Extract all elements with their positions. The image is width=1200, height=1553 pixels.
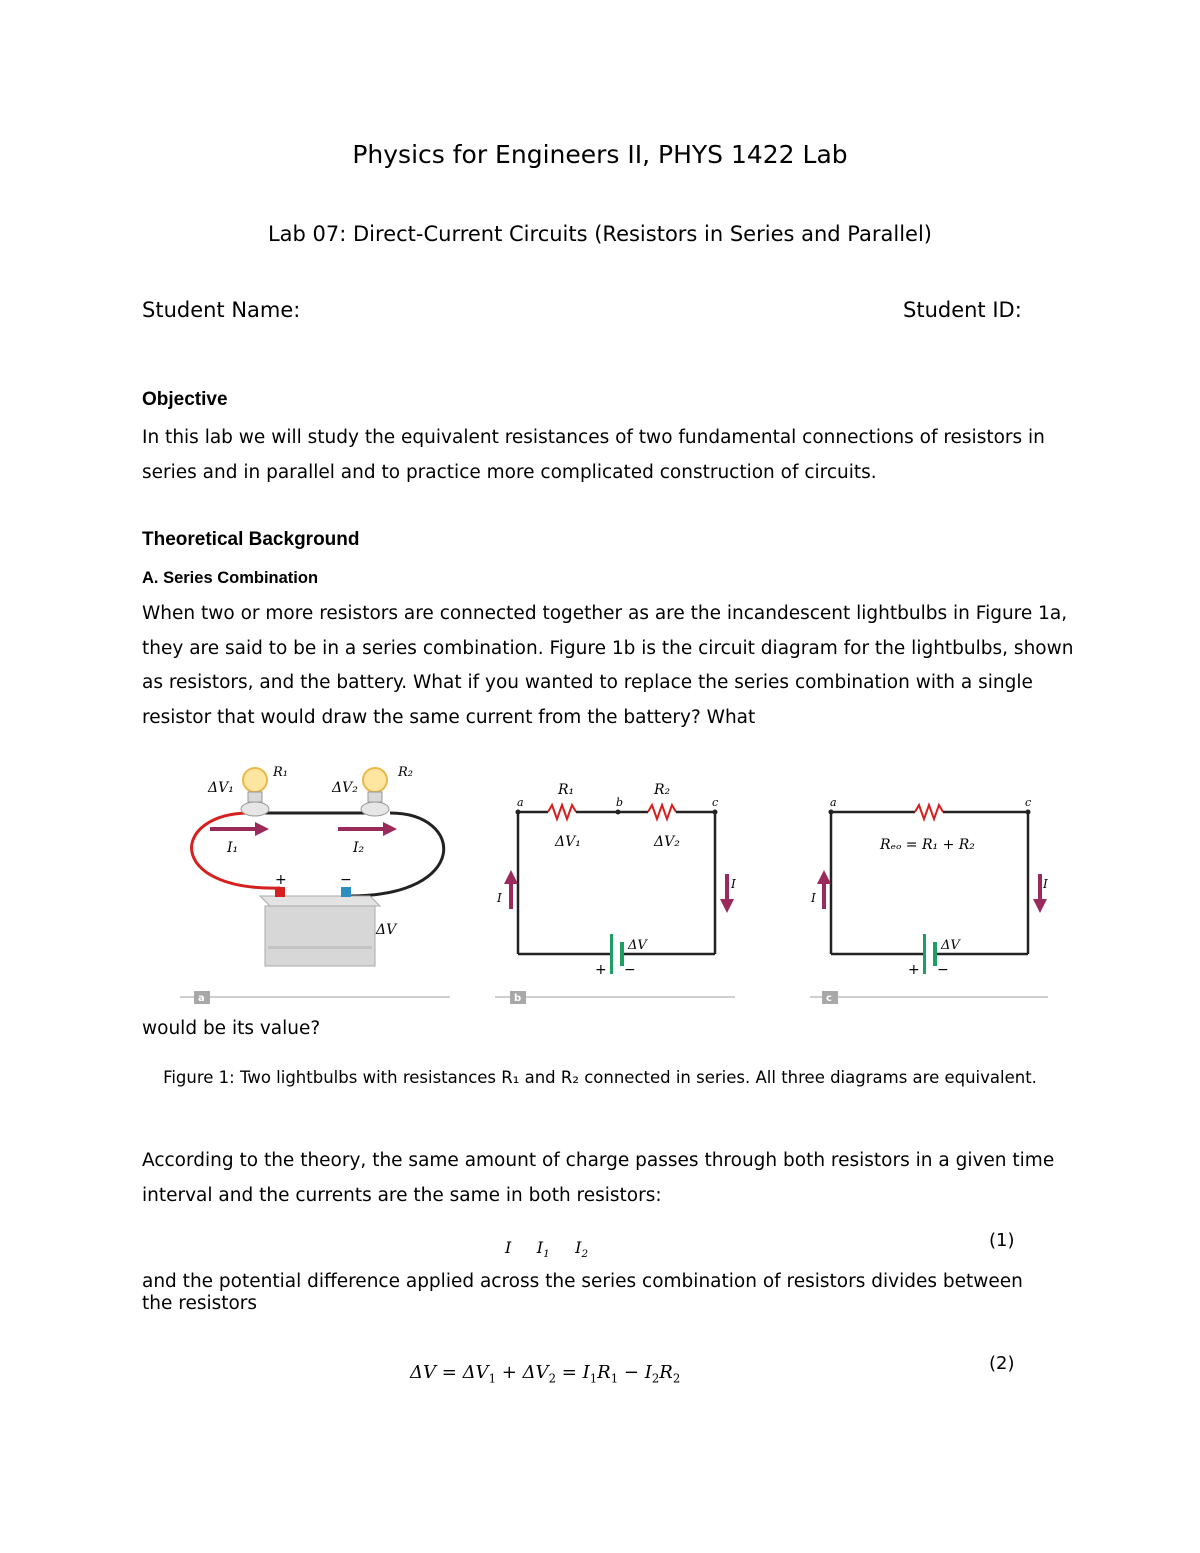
figure-caption: Figure 1: Two lightbulbs with resistances R₁ and R₂ connected in series. All three diagrams are equivalent.: [163, 1068, 1037, 1087]
node-c-b: c: [712, 796, 719, 809]
panel-a-tag-label: a: [198, 993, 205, 1004]
eq1-i1: I: [536, 1238, 544, 1257]
label-dv1: ΔV₁: [208, 780, 234, 796]
battery-long-plate: [610, 934, 613, 974]
panel-c-tag-label: c: [826, 993, 832, 1004]
panel-b-tag-label: b: [514, 993, 522, 1004]
label-dv2-b: ΔV₂: [654, 834, 680, 850]
theory-text: According to the theory, the same amount of charge passes through both resistors in a given time interval and the currents are the same in both resistors:: [142, 1150, 1055, 1206]
node-a-c: a: [830, 796, 837, 809]
eq2-r1: R: [597, 1362, 611, 1383]
current-arrow-up-c: [817, 870, 831, 909]
current-arrow-1: [210, 822, 269, 836]
eq2-r2-sub: 2: [672, 1371, 681, 1386]
eq2-i2-sub: 2: [651, 1371, 660, 1386]
panel-c: [810, 796, 1048, 1004]
label-i-right-b: I: [731, 877, 736, 891]
eq2-equals: =: [441, 1362, 457, 1383]
equation-1: [505, 1238, 588, 1260]
eq2-i2: I: [644, 1362, 652, 1383]
equation-intro-text: and the potential difference applied across the series combination of resistors divides between the resistors: [142, 1271, 1023, 1314]
node-b-b: b: [616, 796, 624, 809]
battery: [260, 887, 380, 966]
resistor-r2: [648, 805, 676, 819]
eq2-equals-2: =: [561, 1362, 577, 1383]
label-dv2: ΔV₂: [332, 780, 358, 796]
resistor-req: [915, 805, 943, 819]
label-plus-c: +: [908, 962, 920, 978]
label-i-left-b: I: [497, 891, 502, 905]
equation-1-number: (1): [989, 1230, 1015, 1251]
node-a-b: a: [517, 796, 524, 809]
current-arrow-up: [504, 870, 518, 909]
series-text-continued: would be its value?: [142, 1018, 321, 1039]
eq2-r2: R: [659, 1362, 673, 1383]
eq2-dv2-sub: 2: [548, 1371, 556, 1386]
eq1-i2-sub: 2: [581, 1248, 589, 1261]
series-combination-heading: A. Series Combination: [142, 569, 319, 587]
equation-2-number: (2): [989, 1353, 1015, 1374]
label-minus-c: −: [937, 962, 949, 978]
lab-title: Lab 07: Direct-Current Circuits (Resistors in Series and Parallel): [267, 222, 933, 246]
label-i2: I₂: [353, 840, 365, 856]
label-dv-b: ΔV: [628, 938, 647, 953]
bulb-1: [241, 768, 269, 816]
bulb-2: [361, 768, 389, 816]
eq2-minus: −: [623, 1362, 639, 1383]
label-plus-b: +: [595, 962, 607, 978]
resistor-r1: [548, 805, 576, 819]
series-text: When two or more resistors are connected together as are the incandescent lightbulbs in Figure 1a, they are said to be in a series combination. Figure 1b is the circuit diagram for the lightbulbs, shown as resistors, and the battery. What if you wanted to replace the series combination with a single resistor that would draw the same current from the battery? What: [142, 603, 1074, 728]
course-title: Physics for Engineers II, PHYS 1422 Lab: [352, 140, 848, 169]
label-r1: R₁: [273, 765, 288, 780]
label-dv: ΔV: [376, 922, 397, 938]
label-dv-c: ΔV: [941, 938, 960, 953]
objective-heading: Objective: [142, 389, 228, 410]
panel-c-rule: [810, 996, 1048, 998]
eq2-dv: ΔV: [410, 1362, 436, 1383]
eq1-i: I: [505, 1238, 512, 1257]
label-dv1-b: ΔV₁: [555, 834, 581, 850]
panel-b: [495, 782, 736, 1004]
equation-2: [410, 1362, 680, 1386]
label-minus: −: [340, 872, 352, 888]
eq2-i1: I: [582, 1362, 590, 1383]
label-r1-b: R₁: [558, 782, 575, 798]
objective-text: In this lab we will study the equivalent resistances of two fundamental connections of resistors in series and in parallel and to practice more complicated construction of circuits.: [142, 427, 1045, 483]
label-plus: +: [275, 872, 287, 888]
label-req: Rₑₒ = R₁ + R₂: [880, 837, 975, 853]
panel-a: [180, 765, 450, 1004]
eq1-i1-sub: 1: [543, 1248, 550, 1261]
eq2-r1-sub: 1: [610, 1371, 619, 1386]
student-name-label: Student Name:: [142, 298, 301, 322]
current-arrow-2: [338, 822, 397, 836]
label-i-right-c: I: [1043, 877, 1048, 891]
eq2-plus: +: [501, 1362, 517, 1383]
eq2-dv1: ΔV: [462, 1362, 489, 1383]
node-c-c: c: [1025, 796, 1032, 809]
label-r2: R₂: [398, 765, 413, 780]
label-r2-b: R₂: [654, 782, 671, 798]
label-i-left-c: I: [811, 891, 816, 905]
panel-b-rule: [495, 996, 735, 998]
eq2-dv2: ΔV: [522, 1362, 549, 1383]
eq2-i1-sub: 1: [589, 1371, 598, 1386]
battery-long-plate-c: [923, 934, 926, 974]
eq2-dv1-sub: 1: [488, 1371, 496, 1386]
label-i1: I₁: [227, 840, 239, 856]
figure-1-circuits: [170, 756, 1060, 1012]
label-minus-b: −: [624, 962, 636, 978]
student-id-label: Student ID:: [903, 298, 1022, 322]
eq1-i2: I: [575, 1238, 582, 1257]
panel-a-rule: [180, 996, 450, 998]
theory-heading: Theoretical Background: [142, 529, 360, 550]
